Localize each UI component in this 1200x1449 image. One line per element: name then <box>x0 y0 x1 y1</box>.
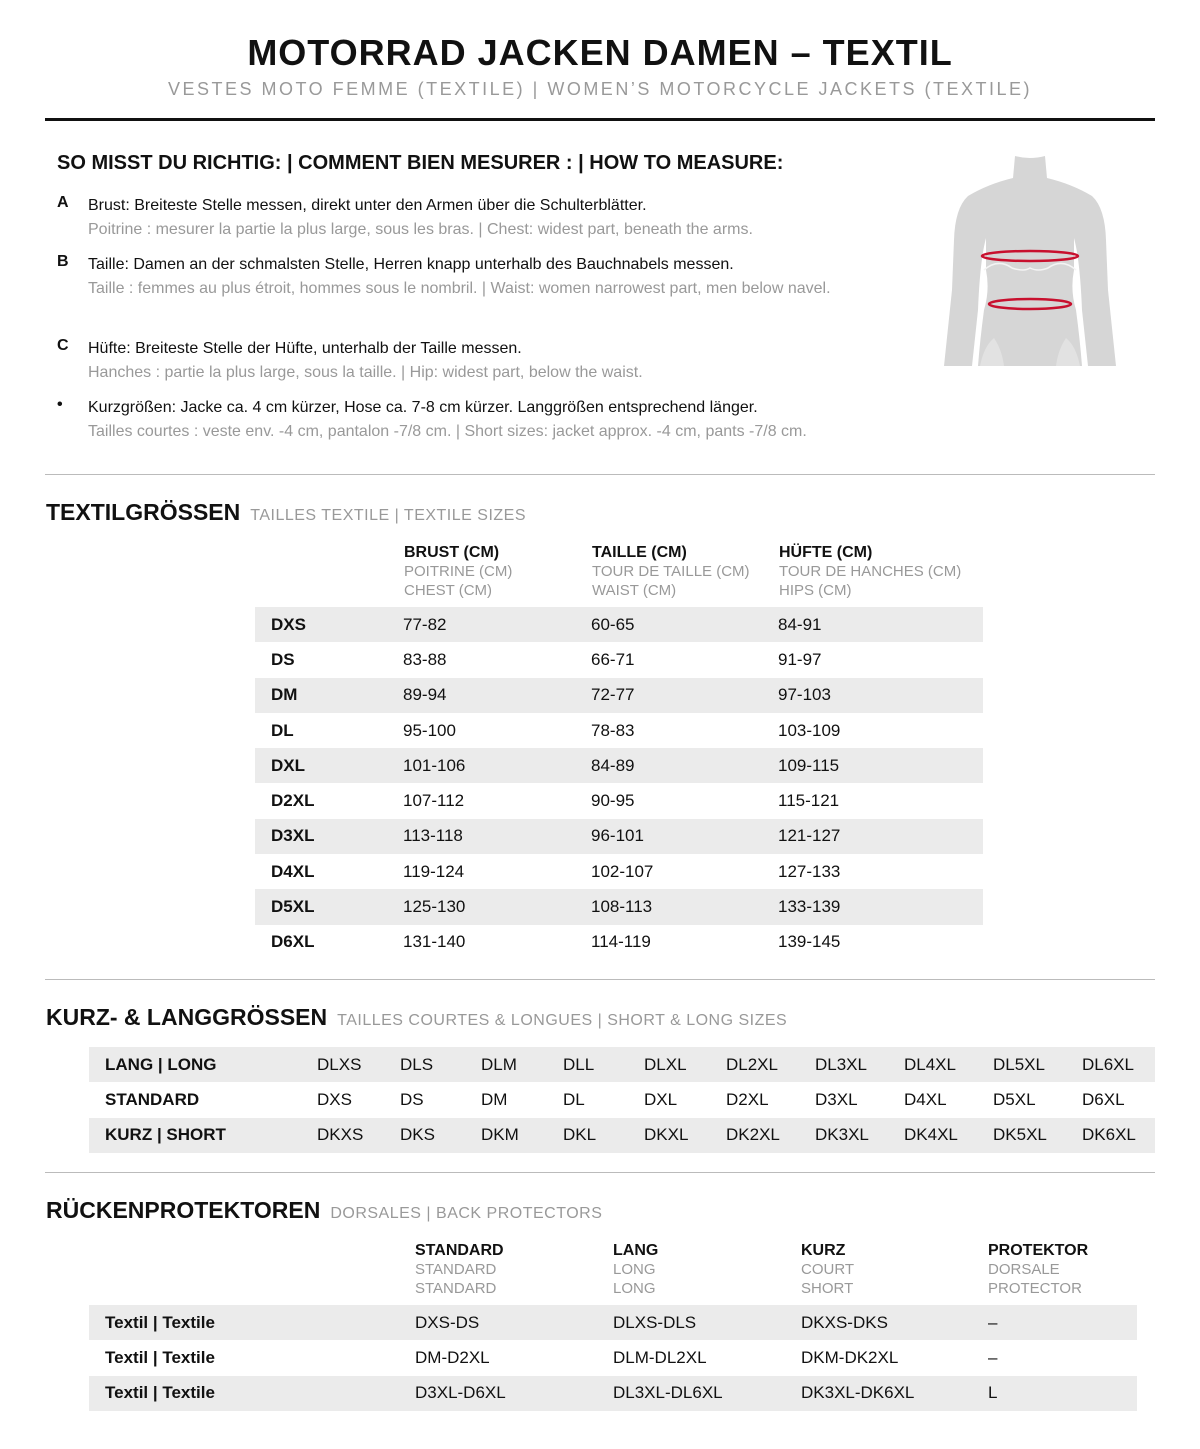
table-cell: DKXS-DKS <box>801 1305 988 1340</box>
table-cell: 90-95 <box>591 791 635 811</box>
table-row <box>89 1082 1155 1117</box>
table-cell: DK4XL <box>904 1118 993 1153</box>
table-cell: DL <box>563 1089 585 1109</box>
column-header-chest: BRUST (CM) POITRINE (CM) CHEST (CM) <box>404 544 513 599</box>
measure-text-de: Hüfte: Breiteste Stelle der Hüfte, unterhalb der Taille messen. <box>88 340 522 357</box>
row-label: DXS <box>255 607 403 642</box>
table-cell: 115-121 <box>778 791 840 811</box>
table-cell: 127-133 <box>778 861 841 881</box>
measure-text-fr-en: Taille : femmes au plus étroit, hommes sous le nombril. | Waist: women narrowest part, men below navel. <box>88 280 831 297</box>
table-cell: 97-103 <box>778 678 983 713</box>
table-cell: DXL <box>644 1089 678 1109</box>
table-cell: DKL <box>563 1118 644 1153</box>
measure-text-de: Brust: Breiteste Stelle messen, direkt unter den Armen über die Schulterblätter. <box>88 197 647 214</box>
table-cell: DL2XL <box>726 1047 815 1082</box>
table-cell: DLXL <box>644 1047 726 1082</box>
measure-text-de: Taille: Damen an der schmalsten Stelle, Herren knapp unterhalb des Bauchnabels messen. <box>88 256 734 273</box>
column-header-standard: STANDARD STANDARD STANDARD <box>415 1242 504 1297</box>
table-cell: L <box>988 1376 1137 1411</box>
table-row <box>255 854 983 889</box>
table-cell: DL6XL <box>1082 1047 1155 1082</box>
table-cell: 84-91 <box>778 607 983 642</box>
measure-letter: C <box>57 337 69 354</box>
table-row <box>89 1047 1155 1082</box>
row-label: DL <box>271 720 294 740</box>
table-row <box>89 1376 1137 1411</box>
table-cell: 96-101 <box>591 819 778 854</box>
table-cell: 131-140 <box>403 932 466 952</box>
table-cell: 84-89 <box>591 748 778 783</box>
table-cell: DLXS <box>317 1047 400 1082</box>
table-cell: DL3XL-DL6XL <box>613 1376 801 1411</box>
table-cell: 101-106 <box>403 748 591 783</box>
page-subtitle: VESTES MOTO FEMME (TEXTILE) | WOMEN’S MOTORCYCLE JACKETS (TEXTILE) <box>167 79 1033 99</box>
textile-section-title <box>46 499 526 526</box>
measure-heading: SO MISST DU RICHTIG: | COMMENT BIEN MESURER : | HOW TO MEASURE: <box>57 152 784 174</box>
row-label: D5XL <box>255 889 403 924</box>
row-label: Textil | Textile <box>89 1376 415 1411</box>
table-cell: 133-139 <box>778 889 983 924</box>
table-cell: 72-77 <box>591 678 778 713</box>
table-row <box>89 1118 1155 1153</box>
table-cell: DL3XL <box>815 1047 904 1082</box>
row-label: D3XL <box>255 819 403 854</box>
table-cell: 78-83 <box>591 720 635 740</box>
table-cell: 102-107 <box>591 861 654 881</box>
table-cell: 107-112 <box>403 791 465 811</box>
textile-size-table <box>255 607 983 960</box>
table-cell: 66-71 <box>591 649 635 669</box>
table-cell: D5XL <box>993 1089 1036 1109</box>
table-cell: DLL <box>563 1047 644 1082</box>
measure-text-fr-en: Tailles courtes : veste env. -4 cm, pantalon -7/8 cm. | Short sizes: jacket approx. -4 cm, pants -7/8 cm. <box>88 423 807 440</box>
table-cell: DLXS-DLS <box>613 1305 801 1340</box>
column-header-short: KURZ COURT SHORT <box>801 1242 855 1297</box>
table-cell: DS <box>400 1089 424 1109</box>
measure-item-a <box>57 194 887 242</box>
column-header-hips: HÜFTE (CM) TOUR DE HANCHES (CM) HIPS (CM) <box>779 544 962 599</box>
textile-title: TEXTILGRÖSSEN <box>46 499 241 525</box>
table-cell: DXS-DS <box>415 1305 613 1340</box>
page-title: MOTORRAD JACKEN DAMEN – TEXTIL <box>247 32 953 73</box>
section-divider <box>45 474 1155 475</box>
table-cell: D4XL <box>904 1089 947 1109</box>
measure-text-de: Kurzgrößen: Jacke ca. 4 cm kürzer, Hose ca. 7-8 cm kürzer. Langgrößen entsprechend länger. <box>88 399 758 416</box>
table-cell: – <box>988 1305 1137 1340</box>
table-cell: DKS <box>400 1118 481 1153</box>
header-divider <box>45 118 1155 121</box>
protector-subtitle: DORSALES | BACK PROTECTORS <box>330 1205 603 1222</box>
table-cell: DLM-DL2XL <box>613 1347 707 1367</box>
table-cell: DKXL <box>644 1118 726 1153</box>
table-cell: 60-65 <box>591 607 778 642</box>
kurz-section-title <box>46 1004 787 1031</box>
row-label: DS <box>271 649 295 669</box>
table-cell: DLM <box>481 1047 563 1082</box>
kurz-title: KURZ- & LANGGRÖSSEN <box>46 1004 328 1030</box>
measure-text-fr-en: Hanches : partie la plus large, sous la taille. | Hip: widest part, below the waist. <box>88 364 643 381</box>
table-cell: DK3XL-DK6XL <box>801 1376 988 1411</box>
table-cell: DL5XL <box>993 1047 1082 1082</box>
table-cell: DK2XL <box>726 1118 815 1153</box>
row-label: D4XL <box>271 861 315 881</box>
table-cell: 77-82 <box>403 607 591 642</box>
table-row <box>255 713 983 748</box>
table-cell: DXS <box>317 1089 352 1109</box>
table-cell: 114-119 <box>591 932 651 952</box>
row-label: DM <box>255 678 403 713</box>
column-header-waist: TAILLE (CM) TOUR DE TAILLE (CM) WAIST (CM) <box>592 544 750 599</box>
table-cell: DM <box>481 1089 508 1109</box>
measure-item-b <box>57 253 887 301</box>
table-row <box>89 1340 1137 1375</box>
table-cell: D3XL <box>815 1089 858 1109</box>
column-header-protector: PROTEKTOR DORSALE PROTECTOR <box>988 1242 1089 1297</box>
table-cell: D3XL-D6XL <box>415 1376 613 1411</box>
table-cell: DK3XL <box>815 1118 904 1153</box>
table-cell: 139-145 <box>778 932 841 952</box>
table-cell: 113-118 <box>403 819 591 854</box>
table-cell: DKXS <box>317 1118 400 1153</box>
table-cell: D2XL <box>726 1089 769 1109</box>
table-cell: 103-109 <box>778 720 841 740</box>
table-cell: DKM-DK2XL <box>801 1347 899 1367</box>
table-cell: 125-130 <box>403 889 591 924</box>
table-row <box>255 748 983 783</box>
table-row <box>255 678 983 713</box>
measure-letter: B <box>57 253 69 270</box>
table-cell: DL4XL <box>904 1047 993 1082</box>
measure-text-fr-en: Poitrine : mesurer la partie la plus large, sous les bras. | Chest: widest part, beneath the arms. <box>88 221 753 238</box>
measure-item-short <box>57 396 887 444</box>
row-label: LANG | LONG <box>89 1047 317 1082</box>
table-cell: D6XL <box>1082 1089 1125 1109</box>
kurz-subtitle: TAILLES COURTES & LONGUES | SHORT & LONG SIZES <box>337 1012 788 1029</box>
row-label: Textil | Textile <box>89 1305 415 1340</box>
table-cell: 108-113 <box>591 889 778 924</box>
table-cell: 119-124 <box>403 861 465 881</box>
protector-title: RÜCKENPROTEKTOREN <box>46 1197 321 1223</box>
table-cell: DLS <box>400 1047 481 1082</box>
section-divider <box>45 1172 1155 1173</box>
table-cell: DK6XL <box>1082 1118 1155 1153</box>
table-row <box>89 1305 1137 1340</box>
table-cell: 109-115 <box>778 748 983 783</box>
table-row <box>255 889 983 924</box>
row-label: Textil | Textile <box>105 1347 215 1367</box>
table-row <box>255 642 983 677</box>
measure-letter: A <box>57 194 69 211</box>
short-long-size-table <box>89 1047 1155 1153</box>
table-row <box>255 783 983 818</box>
table-row <box>255 607 983 642</box>
row-label: DXL <box>255 748 403 783</box>
row-label: D6XL <box>271 932 315 952</box>
column-header-long: LANG LONG LONG <box>613 1242 659 1297</box>
table-cell: DK5XL <box>993 1118 1082 1153</box>
table-cell: – <box>988 1347 998 1367</box>
table-cell: 83-88 <box>403 649 447 669</box>
table-cell: DKM <box>481 1118 563 1153</box>
protector-section-title <box>46 1197 602 1224</box>
table-cell: 89-94 <box>403 678 591 713</box>
row-label: KURZ | SHORT <box>89 1118 317 1153</box>
row-label: STANDARD <box>105 1089 200 1109</box>
table-row <box>255 819 983 854</box>
row-label: D2XL <box>271 791 315 811</box>
textile-subtitle: TAILLES TEXTILE | TEXTILE SIZES <box>250 507 526 524</box>
measure-item-c <box>57 337 887 385</box>
back-protector-table <box>89 1305 1137 1411</box>
table-cell: 95-100 <box>403 720 456 740</box>
table-cell: DM-D2XL <box>415 1347 490 1367</box>
bullet: • <box>57 396 63 413</box>
body-figure-icon <box>940 150 1120 370</box>
table-row <box>255 925 983 960</box>
section-divider <box>45 979 1155 980</box>
table-cell: 91-97 <box>778 649 822 669</box>
table-cell: 121-127 <box>778 819 983 854</box>
